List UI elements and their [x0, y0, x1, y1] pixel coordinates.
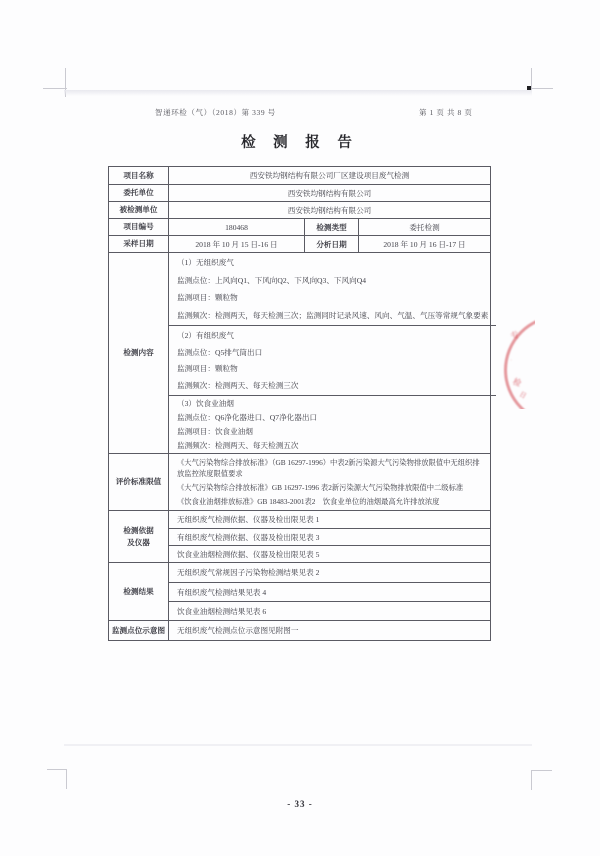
row-value: 无组织废气检测点位示意图见附图一	[177, 626, 299, 635]
basis-line: 饮食业油烟检测依据、仪器及检出限见表 5	[169, 545, 490, 562]
group-content	[169, 511, 490, 562]
standard-line: 《大气污染物综合排放标准》GB 16297-1996 表2新污染源大气污染物排放限值中二级标准	[177, 482, 464, 492]
content-section	[169, 395, 496, 453]
row-label: 采样日期	[109, 236, 169, 252]
content-line: 监测频次：检测两天，每天检测三次；监测同时记录风速、风向、气温、气压等常规气象要素	[177, 310, 489, 320]
content-line: 监测频次：检测两天、每天检测三次	[177, 381, 299, 391]
result-line: 无组织废气常规因子污染物检测结果见表 2	[177, 568, 320, 577]
basis-line: 无组织废气检测依据、仪器及检出限见表 1	[177, 515, 320, 524]
page-number: - 33 -	[287, 799, 313, 809]
basis-line: 有组织废气检测依据、仪器及检出限见表 3	[169, 528, 490, 545]
row-value: 西安铁均钢结构有限公司	[287, 205, 372, 215]
content-line: （1）无组织废气	[177, 258, 234, 268]
basis-group	[109, 510, 490, 562]
table-row	[109, 201, 490, 218]
group-content	[169, 563, 490, 620]
content-line: （3）饮食业油烟	[177, 399, 234, 409]
row-label-2: 检测类型	[304, 219, 359, 235]
report-number: 智递环检（气）（2018）第 339 号	[155, 108, 276, 117]
seal-text-fragment: 专	[509, 329, 521, 342]
row-value: 180468	[225, 222, 248, 232]
content-line: 监测点位：上风向Q1、下风向Q2、下风向Q3、下风向Q4	[177, 275, 366, 285]
row-value: 2018 年 10 月 15 日-16 日	[195, 239, 278, 249]
row-value-2: 委托检测	[409, 222, 440, 232]
group-label: 检测内容	[109, 253, 169, 453]
crop-mark-bottom-right-h	[532, 770, 552, 771]
report-info-table	[108, 166, 491, 641]
standard-line: 《饮食业油烟排放标准》GB 18483-2001表2 饮食业单位的油烟最高允许排放浓度	[177, 496, 440, 506]
crop-mark-bottom-left-h	[47, 769, 67, 770]
row-label: 被检测单位	[109, 202, 169, 218]
row-label: 监测点位示意图	[109, 621, 169, 640]
crop-mark-top-right-h	[530, 88, 553, 89]
diagram-row	[109, 620, 490, 640]
standard-line: 《大气污染物综合排放标准》（GB 16297-1996）中表2新污染源大气污染物排放限值中无组织排放监控浓度限值要求	[177, 458, 480, 479]
crop-mark-top-right-v	[531, 68, 532, 90]
content-line: 监测频次：检测两天、每天检测五次	[177, 440, 299, 450]
table-row	[109, 184, 490, 201]
content-line: 监测项目：颗粒物	[177, 293, 238, 303]
page-edge-shadow-top	[64, 90, 532, 96]
content-section	[169, 325, 496, 395]
row-label: 项目编号	[109, 219, 169, 235]
crop-mark-bottom-left-v	[66, 769, 67, 789]
table-row	[109, 235, 490, 252]
standards-group	[109, 453, 490, 510]
standards-cell	[169, 454, 490, 510]
content-line: 监测项目：颗粒物	[177, 364, 238, 374]
red-seal-partial	[498, 314, 535, 409]
row-label-2: 分析日期	[304, 236, 359, 252]
result-line: 饮食业油烟检测结果见表 6	[169, 601, 490, 620]
crop-mark-bottom-right-v	[531, 770, 532, 790]
table-row	[109, 218, 490, 235]
page-edge-shadow-bottom	[64, 744, 532, 746]
content-line: 监测点位：Q6净化器进口、Q7净化器出口	[177, 413, 318, 423]
crop-mark-top-left-h	[43, 88, 67, 89]
table-row	[109, 167, 490, 184]
results-group	[109, 562, 490, 620]
row-value: 西安铁均钢结构有限公司厂区建设项目废气检测	[249, 171, 410, 180]
detection-content-group	[109, 252, 490, 453]
content-line: （2）有组织废气	[177, 330, 234, 340]
row-value-2: 2018 年 10 月 16 日-17 日	[383, 239, 466, 249]
page-count: 第 1 页 共 8 页	[419, 108, 473, 117]
content-section	[169, 253, 496, 325]
seal-text-fragment: 日	[518, 390, 528, 401]
result-line: 有组织废气检测结果见表 4	[169, 582, 490, 601]
seal-text-fragment: ·	[509, 357, 513, 365]
report-title: 检 测 报 告	[241, 135, 359, 151]
row-label: 委托单位	[109, 185, 169, 201]
group-content	[169, 253, 496, 453]
row-label: 项目名称	[109, 167, 169, 184]
row-value: 西安铁均钢结构有限公司	[287, 188, 372, 198]
content-line: 监测项目：饮食业油烟	[177, 426, 253, 436]
group-label: 评价标准限值	[109, 454, 169, 510]
group-label: 检测结果	[109, 563, 169, 620]
group-label-text: 检测依据 及仪器	[123, 526, 154, 547]
group-label	[109, 511, 169, 562]
seal-text-fragment: 检	[511, 376, 523, 389]
content-line: 监测点位：Q5排气筒出口	[177, 347, 263, 357]
